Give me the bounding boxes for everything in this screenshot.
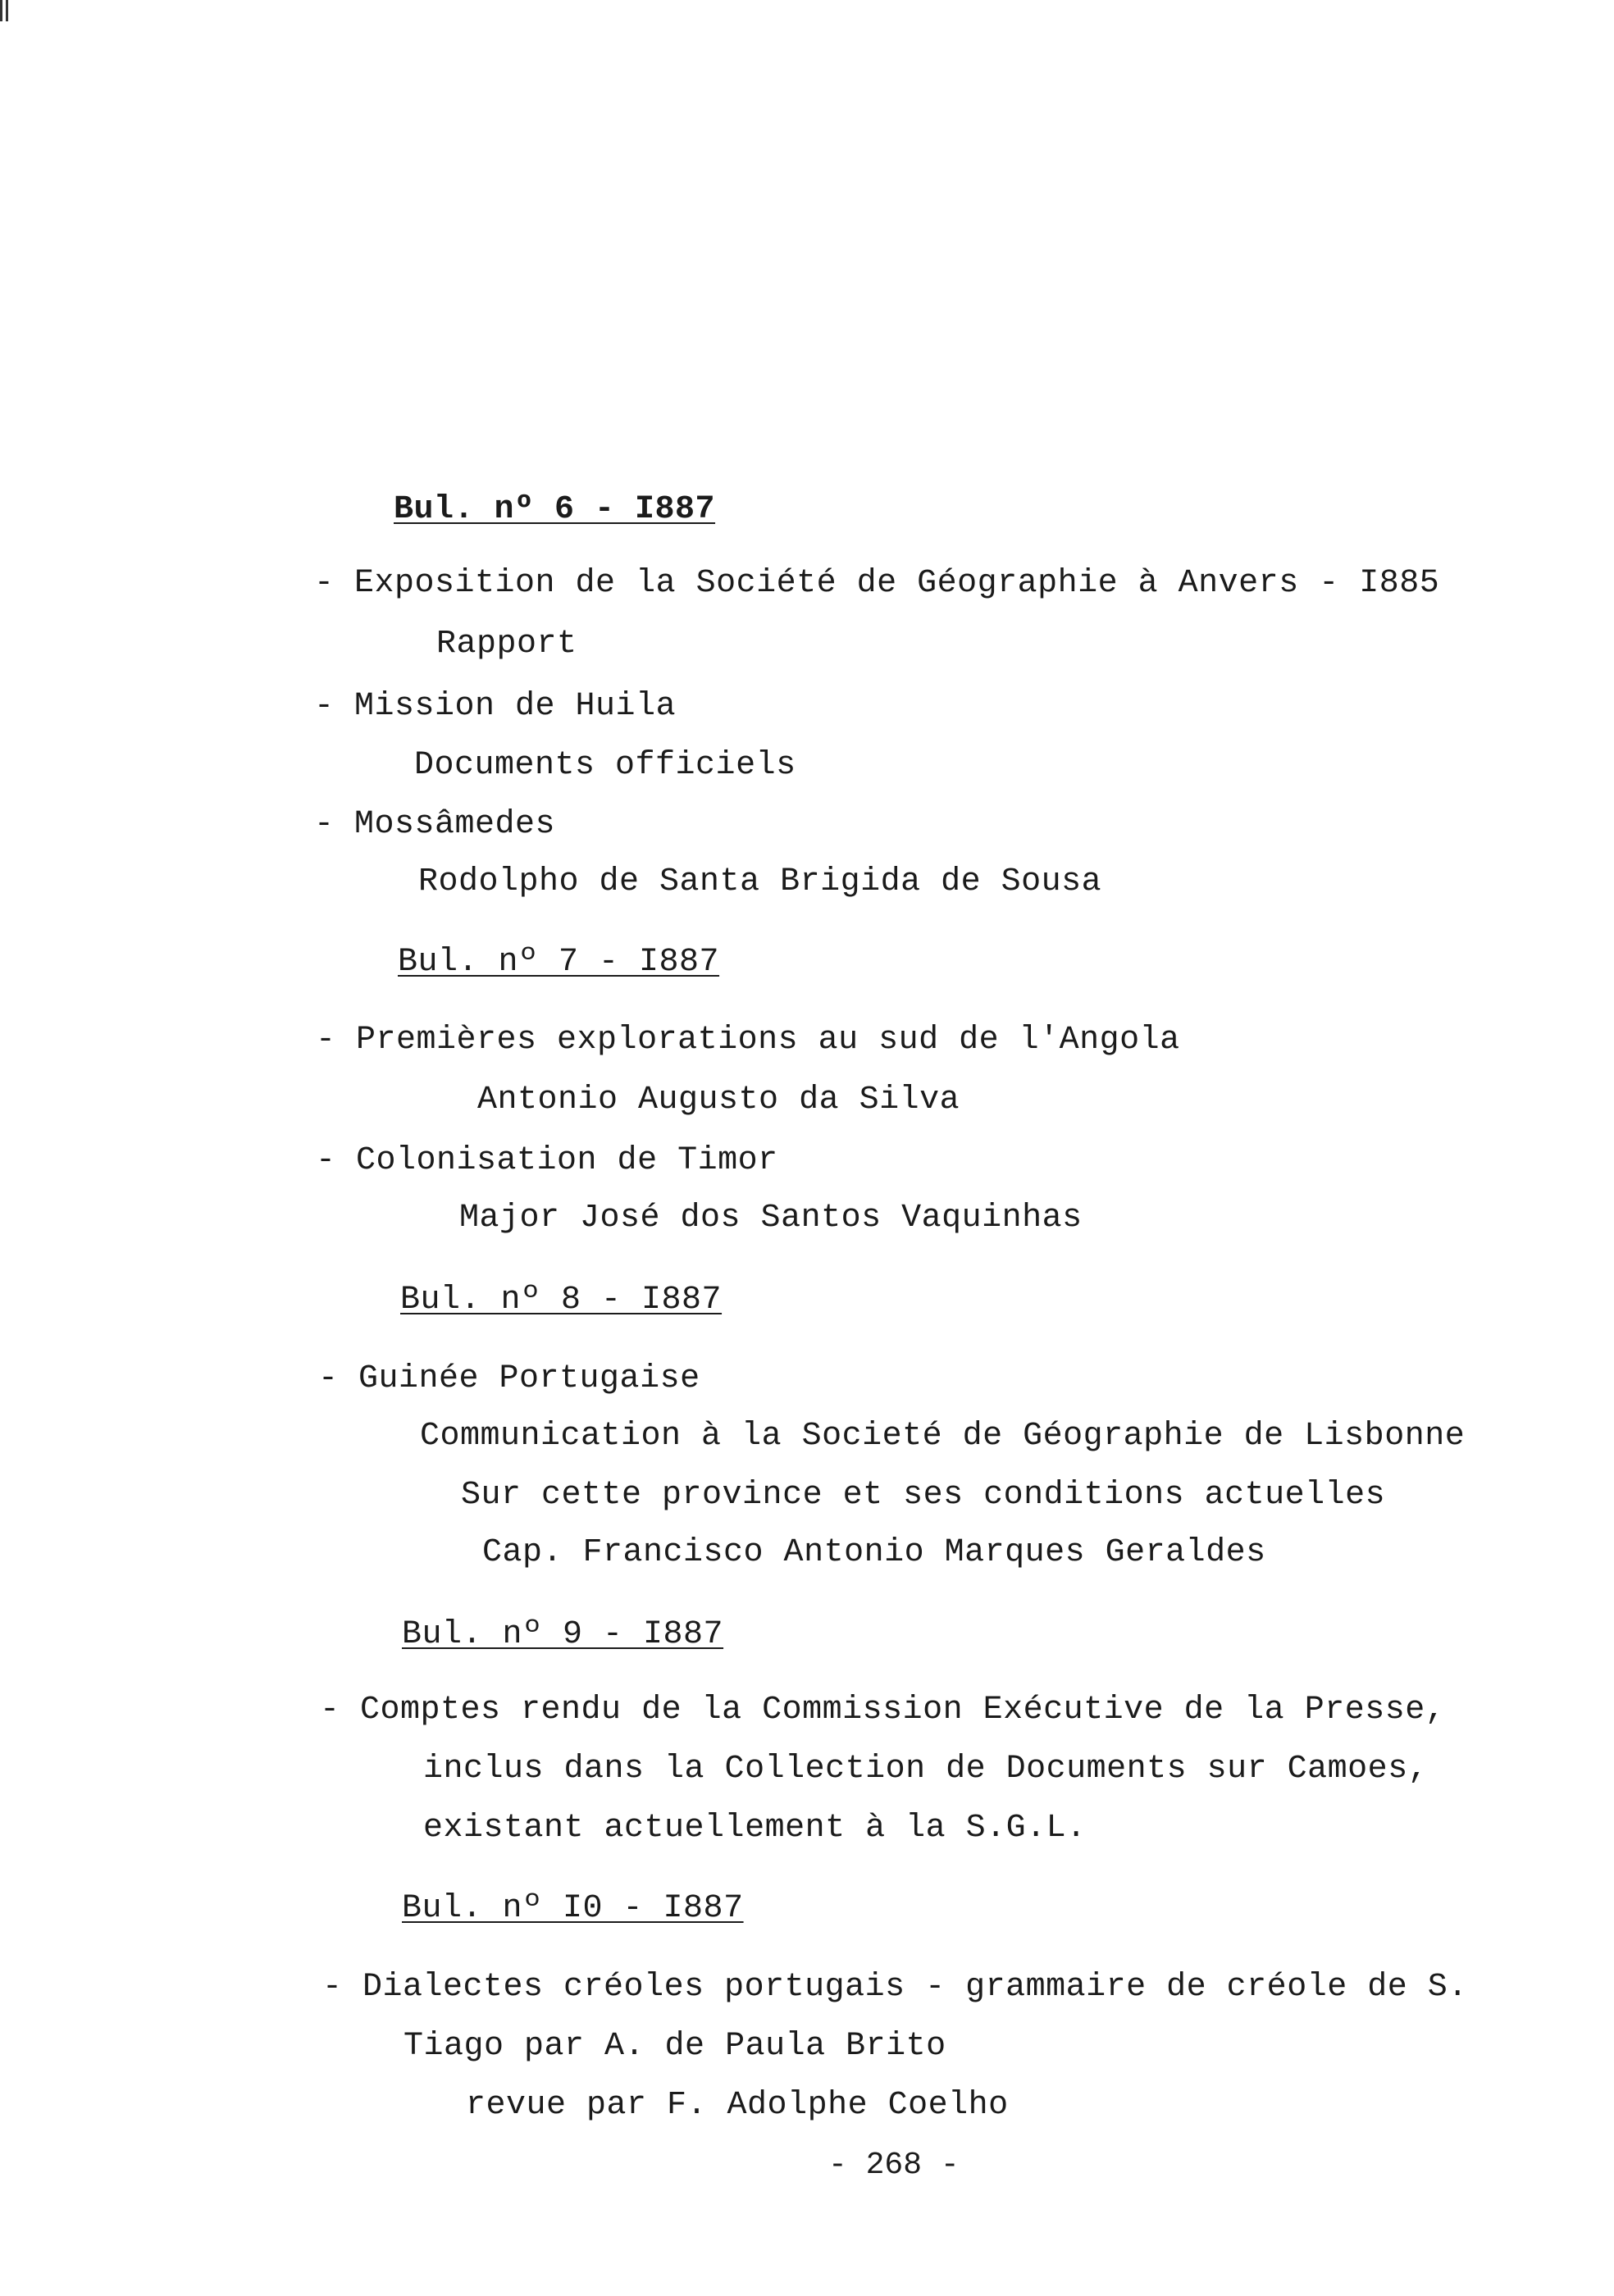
entry-title: - Comptes rendu de la Commission Exécutive de la Presse, bbox=[320, 1692, 1446, 1729]
section-heading: Bul. nº I0 - I887 bbox=[402, 1890, 744, 1927]
entry-detail: Rapport bbox=[436, 626, 577, 663]
entry-title: - Mission de Huila bbox=[314, 688, 677, 725]
entry-detail: Sur cette province et ses conditions actuelles bbox=[461, 1477, 1386, 1514]
scan-edge-mark bbox=[0, 0, 8, 21]
entry-detail: Cap. Francisco Antonio Marques Geraldes bbox=[482, 1534, 1266, 1571]
entry-title: - Dialectes créoles portugais - grammaire de créole de S. bbox=[322, 1969, 1468, 2006]
entry-detail: inclus dans la Collection de Documents sur Camoes, bbox=[423, 1751, 1429, 1788]
entry-title: - Mossâmedes bbox=[314, 806, 556, 843]
entry-title: - Colonisation de Timor bbox=[316, 1142, 778, 1179]
entry-detail: Tiago par A. de Paula Brito bbox=[404, 2028, 946, 2065]
entry-detail: revue par F. Adolphe Coelho bbox=[466, 2087, 1009, 2124]
section-heading: Bul. nº 9 - I887 bbox=[402, 1616, 724, 1653]
section-heading: Bul. nº 7 - I887 bbox=[398, 944, 720, 981]
entry-detail: Major José dos Santos Vaquinhas bbox=[459, 1200, 1083, 1237]
entry-title: - Exposition de la Société de Géographie à Anvers - I885 bbox=[314, 565, 1440, 602]
entry-detail: existant actuellement à la S.G.L. bbox=[423, 1810, 1087, 1847]
entry-detail: Documents officiels bbox=[414, 747, 796, 784]
page-number: - 268 - bbox=[828, 2148, 960, 2183]
section-heading: Bul. nº 6 - I887 bbox=[394, 491, 716, 528]
section-heading: Bul. nº 8 - I887 bbox=[400, 1282, 723, 1319]
entry-detail: Rodolpho de Santa Brigida de Sousa bbox=[418, 863, 1102, 900]
entry-detail: Communication à la Societé de Géographie de Lisbonne bbox=[420, 1418, 1466, 1455]
entry-title: - Premières explorations au sud de l'Angola bbox=[316, 1022, 1180, 1059]
entry-title: - Guinée Portugaise bbox=[318, 1360, 700, 1397]
entry-detail: Antonio Augusto da Silva bbox=[477, 1082, 960, 1118]
